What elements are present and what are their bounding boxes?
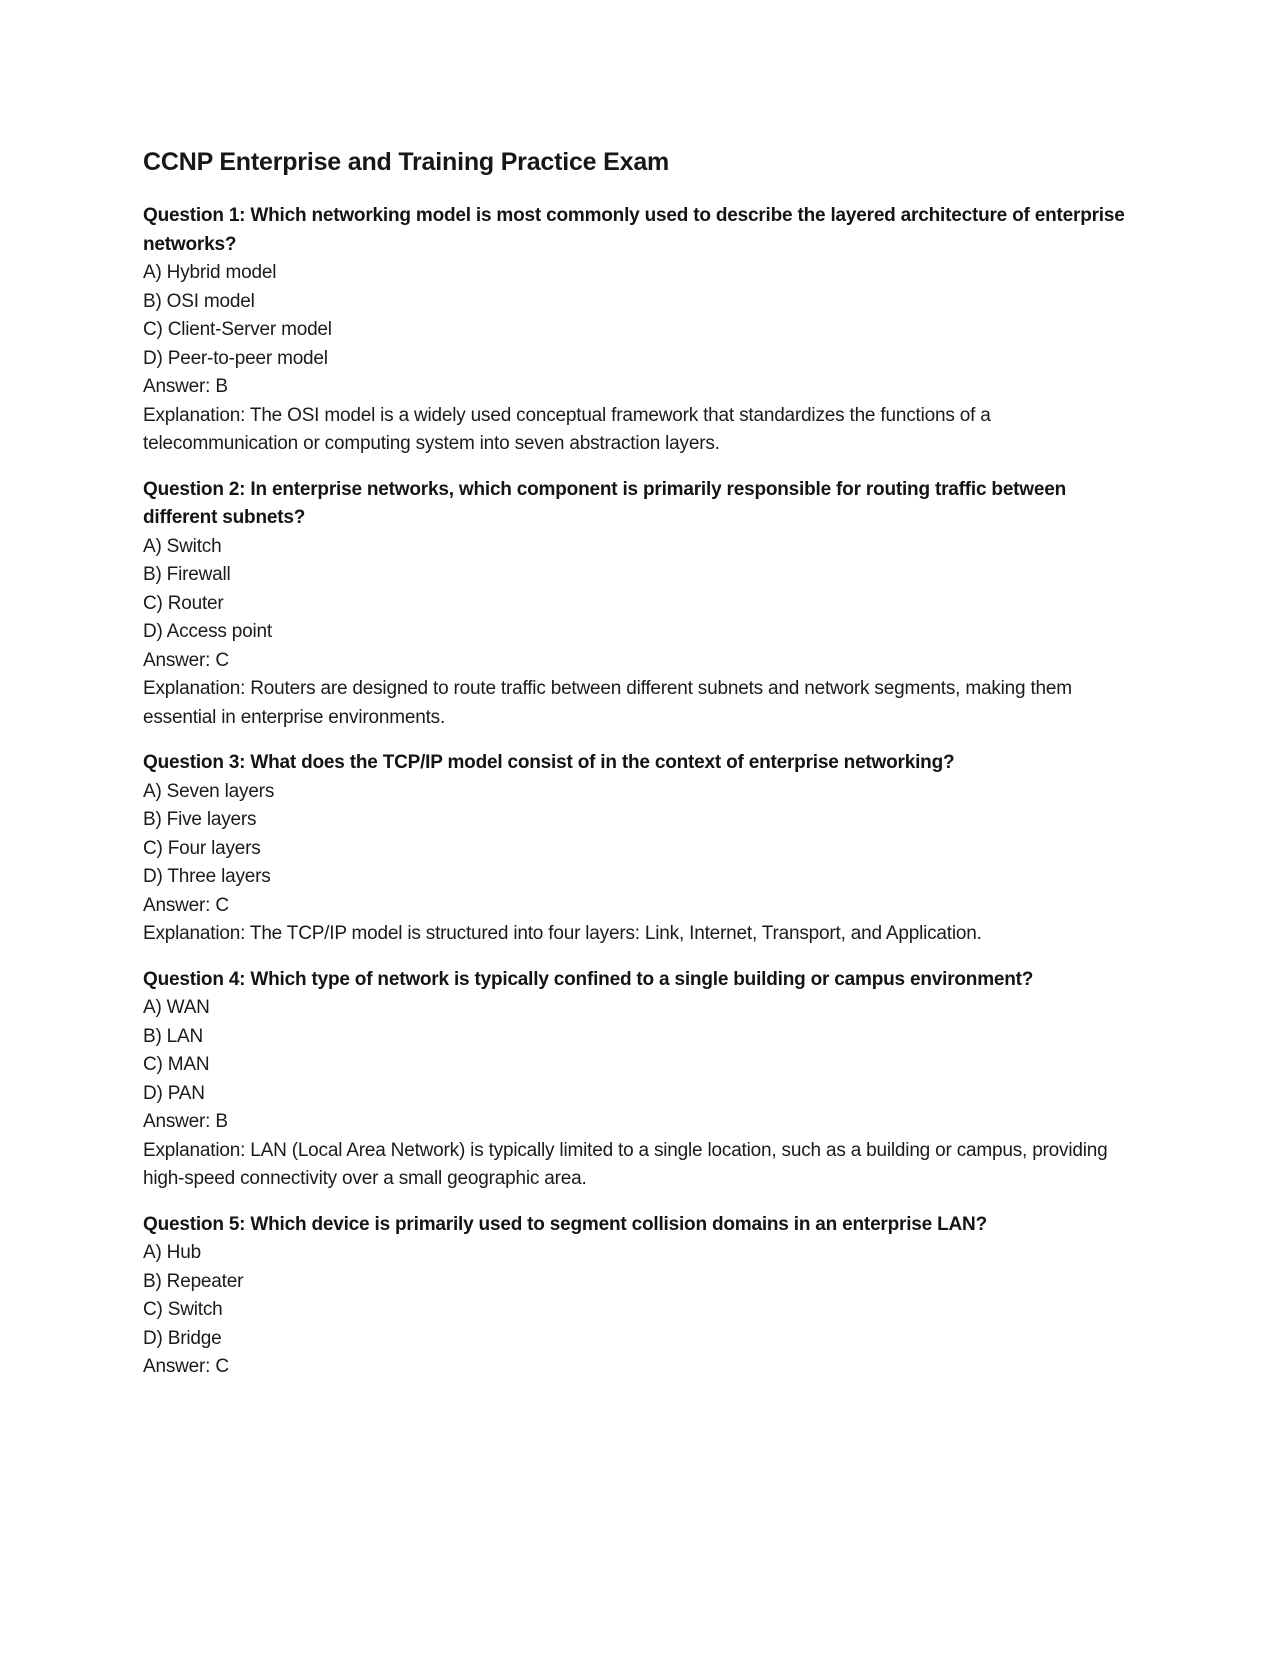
question-block: [143, 1211, 1140, 1382]
answer-line: Answer: C: [143, 1356, 229, 1377]
question-block: [143, 476, 1140, 733]
answer-line: Answer: B: [143, 1111, 228, 1132]
answer-line: Answer: C: [143, 894, 229, 916]
option-line: C) MAN: [143, 1054, 210, 1075]
option-line: B) Five layers: [143, 809, 257, 830]
option-line: A) Switch: [143, 535, 222, 557]
answer-line: Answer: C: [143, 649, 229, 671]
question-block: [143, 202, 1140, 459]
explanation-text: Explanation: Routers are designed to route traffic between different subnets and network segments, making them essential in enterprise environments.: [143, 678, 1072, 728]
option-line: D) Bridge: [143, 1327, 222, 1349]
explanation-text: Explanation: The TCP/IP model is structured into four layers: Link, Internet, Transport, and Application.: [143, 923, 982, 944]
question-heading: Question 3: What does the TCP/IP model consist of in the context of enterprise networking?: [143, 752, 955, 773]
option-line: A) WAN: [143, 997, 210, 1018]
question-block: [143, 749, 1140, 949]
option-line: A) Seven layers: [143, 780, 275, 802]
question-heading: Question 5: Which device is primarily used to segment collision domains in an enterprise LAN?: [143, 1213, 987, 1235]
option-line: B) LAN: [143, 1025, 204, 1047]
option-line: D) PAN: [143, 1082, 205, 1104]
question-heading: Question 4: Which type of network is typically confined to a single building or campus environment?: [143, 968, 1034, 990]
options-list: [143, 994, 1140, 1108]
option-line: C) Four layers: [143, 837, 261, 859]
option-line: A) Hybrid model: [143, 262, 277, 283]
options-list: [143, 259, 1140, 373]
option-line: C) Switch: [143, 1299, 223, 1320]
option-line: B) OSI model: [143, 290, 255, 312]
option-line: D) Three layers: [143, 866, 271, 887]
option-line: B) Firewall: [143, 564, 231, 585]
option-line: C) Router: [143, 592, 224, 614]
question-block: [143, 966, 1140, 1194]
option-line: D) Access point: [143, 621, 272, 642]
options-list: [143, 533, 1140, 647]
option-line: D) Peer-to-peer model: [143, 347, 328, 369]
question-heading: Question 2: In enterprise networks, which component is primarily responsible for routing traffic between different subnets?: [143, 478, 1067, 528]
explanation-text: Explanation: The OSI model is a widely used conceptual framework that standardizes the functions of a telecommunication or computing system into seven abstraction layers.: [143, 404, 991, 454]
options-list: [143, 778, 1140, 892]
question-heading: Question 1: Which networking model is most commonly used to describe the layered architecture of enterprise networks?: [143, 205, 1125, 255]
option-line: C) Client-Server model: [143, 319, 332, 340]
option-line: B) Repeater: [143, 1270, 244, 1292]
document-title: CCNP Enterprise and Training Practice Exam: [143, 148, 670, 176]
explanation-text: Explanation: LAN (Local Area Network) is typically limited to a single location, such as a building or campus, providing high-speed connectivity over a small geographic area.: [143, 1139, 1108, 1189]
option-line: A) Hub: [143, 1242, 201, 1263]
answer-line: Answer: B: [143, 376, 228, 397]
options-list: [143, 1239, 1140, 1353]
questions-container: [143, 202, 1140, 1382]
